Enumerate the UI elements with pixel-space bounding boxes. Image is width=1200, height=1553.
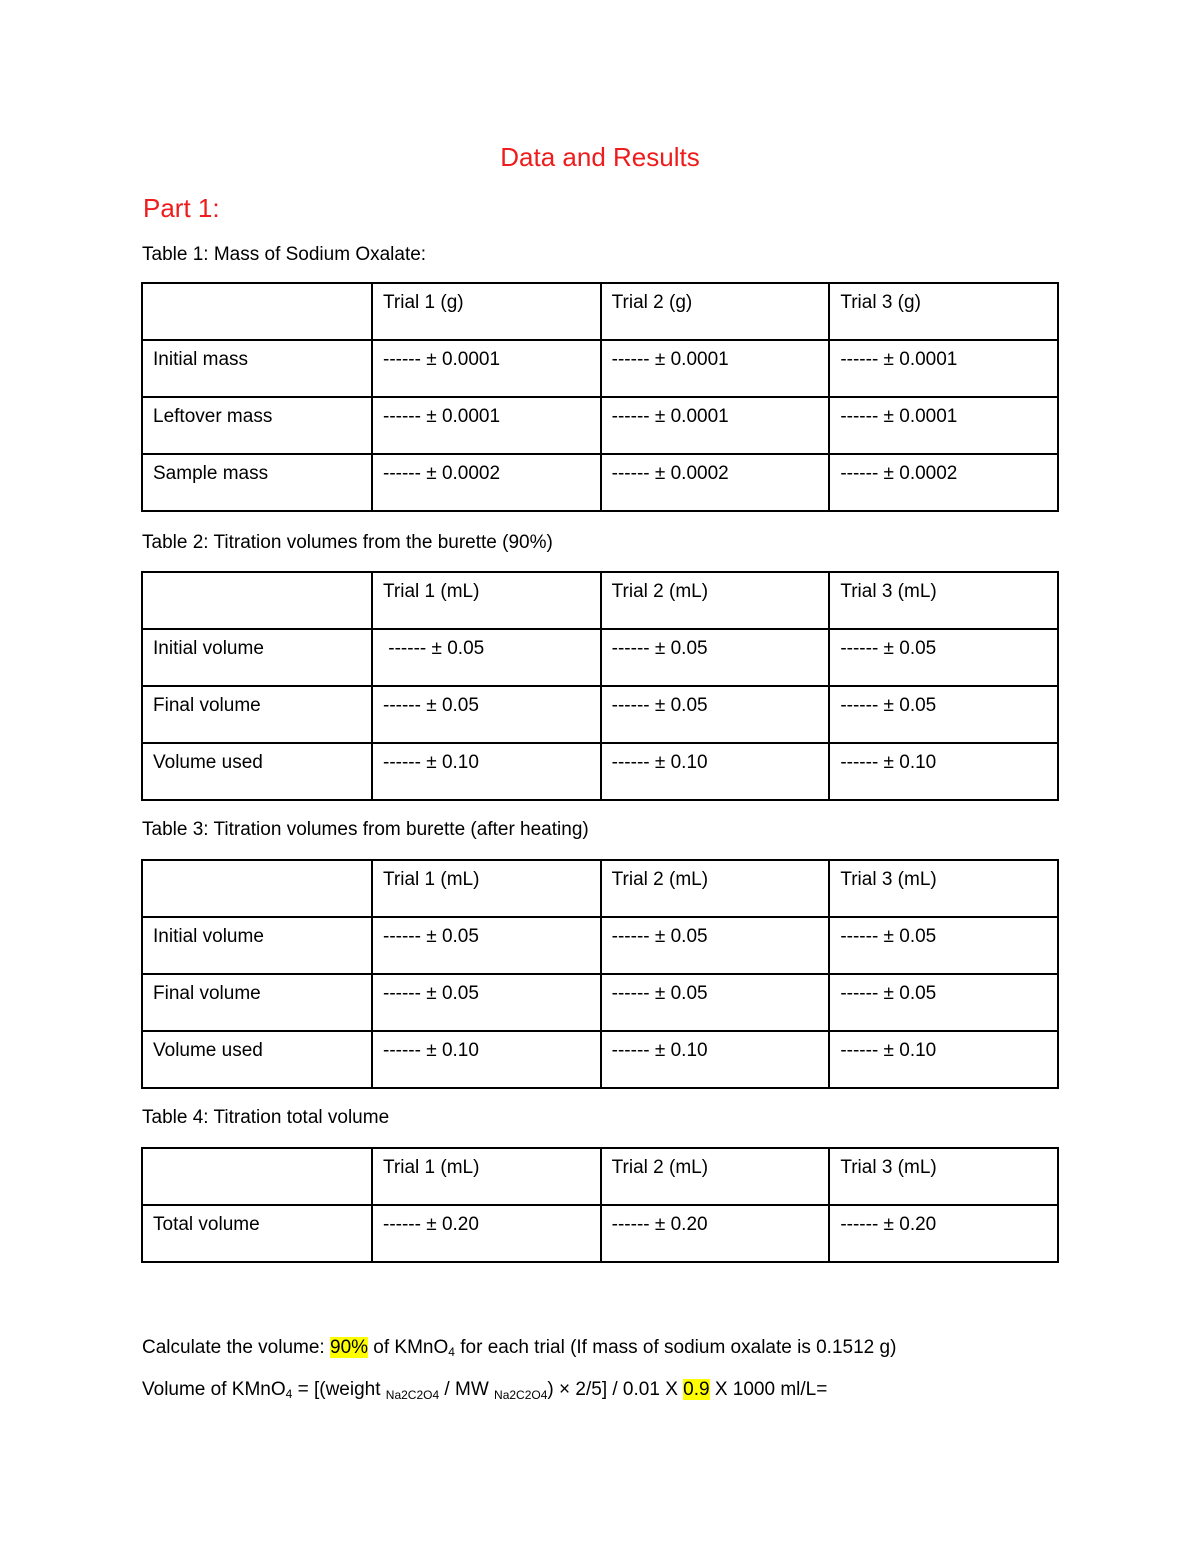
highlighted-factor: 0.9: [683, 1379, 710, 1400]
table-4-total-volume: [141, 1147, 1059, 1263]
table-cell: ------ ± 0.20: [829, 1205, 1058, 1262]
table-cell: ------ ± 0.05: [372, 917, 601, 974]
table-cell: ------ ± 0.05: [829, 917, 1058, 974]
table-cell: ------ ± 0.0002: [601, 454, 830, 511]
table-cell: ------ ± 0.10: [601, 1031, 830, 1088]
table-1-sodium-oxalate-mass: [141, 282, 1059, 512]
calculation-instruction: [142, 1337, 896, 1359]
row-label-cell: Final volume: [142, 686, 372, 743]
table-header-row: [142, 1148, 1058, 1205]
volume-formula: [142, 1379, 827, 1402]
table-row: [142, 454, 1058, 511]
table-3-caption: Table 3: Titration volumes from burette (after heating): [142, 819, 589, 840]
table-header-cell: Trial 1 (g): [372, 283, 601, 340]
row-label-cell: Initial volume: [142, 917, 372, 974]
subscript: Na2C2O4: [385, 1388, 440, 1402]
row-label-cell: Volume used: [142, 1031, 372, 1088]
table-header-cell: [142, 283, 372, 340]
row-label-cell: Initial mass: [142, 340, 372, 397]
subscript: Na2C2O4: [494, 1388, 548, 1402]
formula-text: Volume of KMnO: [142, 1379, 286, 1400]
table-cell: ------ ± 0.0001: [372, 397, 601, 454]
formula-text: / MW: [439, 1379, 495, 1400]
table-row: [142, 629, 1058, 686]
table-1-caption: Table 1: Mass of Sodium Oxalate:: [142, 244, 427, 265]
table-row: [142, 340, 1058, 397]
row-label-cell: Volume used: [142, 743, 372, 800]
table-2-titration-volumes: [141, 571, 1059, 801]
table-cell: ------ ± 0.20: [372, 1205, 601, 1262]
row-label-cell: Final volume: [142, 974, 372, 1031]
table-header-cell: Trial 2 (g): [601, 283, 830, 340]
calc-text: of KMnO: [368, 1337, 449, 1358]
table-cell: ------ ± 0.0001: [829, 340, 1058, 397]
row-label-cell: Sample mass: [142, 454, 372, 511]
table-cell: ------ ± 0.0002: [372, 454, 601, 511]
table-cell: ------ ± 0.0001: [601, 397, 830, 454]
formula-text: ) × 2/5] / 0.01 X: [547, 1379, 684, 1400]
row-label-cell: Total volume: [142, 1205, 372, 1262]
table-cell: ------ ± 0.10: [601, 743, 830, 800]
table-header-cell: Trial 1 (mL): [372, 1148, 601, 1205]
table-cell: ------ ± 0.05: [601, 629, 830, 686]
table-header-cell: Trial 3 (mL): [829, 860, 1058, 917]
table-header-row: [142, 572, 1058, 629]
row-label-cell: Leftover mass: [142, 397, 372, 454]
table-header-cell: Trial 2 (mL): [601, 572, 830, 629]
table-4-caption: Table 4: Titration total volume: [142, 1107, 390, 1128]
table-header-cell: [142, 1148, 372, 1205]
part-heading: Part 1:: [143, 193, 220, 223]
table-row: [142, 1031, 1058, 1088]
calc-text: for each trial (If mass of sodium oxalate is 0.1512 g): [454, 1337, 897, 1358]
table-cell: ------ ± 0.20: [601, 1205, 830, 1262]
table-2-caption: Table 2: Titration volumes from the burette (90%): [142, 532, 553, 553]
table-header-cell: Trial 3 (g): [829, 283, 1058, 340]
subscript: 4: [285, 1387, 293, 1401]
table-header-row: [142, 860, 1058, 917]
table-cell: ------ ± 0.05: [601, 917, 830, 974]
formula-text: = [(weight: [292, 1379, 386, 1400]
table-row: [142, 686, 1058, 743]
table-cell: ------ ± 0.10: [372, 1031, 601, 1088]
table-cell: ------ ± 0.0002: [829, 454, 1058, 511]
table-cell: ------ ± 0.05: [372, 974, 601, 1031]
table-header-cell: [142, 572, 372, 629]
table-row: [142, 1205, 1058, 1262]
table-cell: ------ ± 0.05: [829, 974, 1058, 1031]
row-label-cell: Initial volume: [142, 629, 372, 686]
calc-text: Calculate the volume:: [142, 1337, 330, 1358]
table-header-cell: [142, 860, 372, 917]
table-cell: ------ ± 0.10: [829, 743, 1058, 800]
subscript: 4: [448, 1345, 455, 1359]
table-row: [142, 397, 1058, 454]
table-cell: ------ ± 0.05: [372, 686, 601, 743]
table-cell: ------ ± 0.05: [601, 974, 830, 1031]
table-3-titration-after-heating: [141, 859, 1059, 1089]
table-header-row: [142, 283, 1058, 340]
table-row: [142, 974, 1058, 1031]
table-cell: ------ ± 0.05: [601, 686, 830, 743]
table-header-cell: Trial 1 (mL): [372, 572, 601, 629]
table-header-cell: Trial 2 (mL): [601, 860, 830, 917]
table-cell: ------ ± 0.0001: [601, 340, 830, 397]
table-cell: ------ ± 0.05: [829, 629, 1058, 686]
formula-text: X 1000 ml/L=: [709, 1379, 828, 1400]
table-header-cell: Trial 2 (mL): [601, 1148, 830, 1205]
table-cell: ------ ± 0.0001: [829, 397, 1058, 454]
highlighted-percent: 90%: [330, 1337, 369, 1358]
table-header-cell: Trial 1 (mL): [372, 860, 601, 917]
table-cell: ------ ± 0.0001: [372, 340, 601, 397]
table-header-cell: Trial 3 (mL): [829, 572, 1058, 629]
table-cell: ------ ± 0.05: [372, 629, 601, 686]
table-row: [142, 743, 1058, 800]
table-header-cell: Trial 3 (mL): [829, 1148, 1058, 1205]
table-cell: ------ ± 0.05: [829, 686, 1058, 743]
page-title: Data and Results: [500, 142, 700, 172]
table-cell: ------ ± 0.10: [829, 1031, 1058, 1088]
table-cell: ------ ± 0.10: [372, 743, 601, 800]
table-row: [142, 917, 1058, 974]
